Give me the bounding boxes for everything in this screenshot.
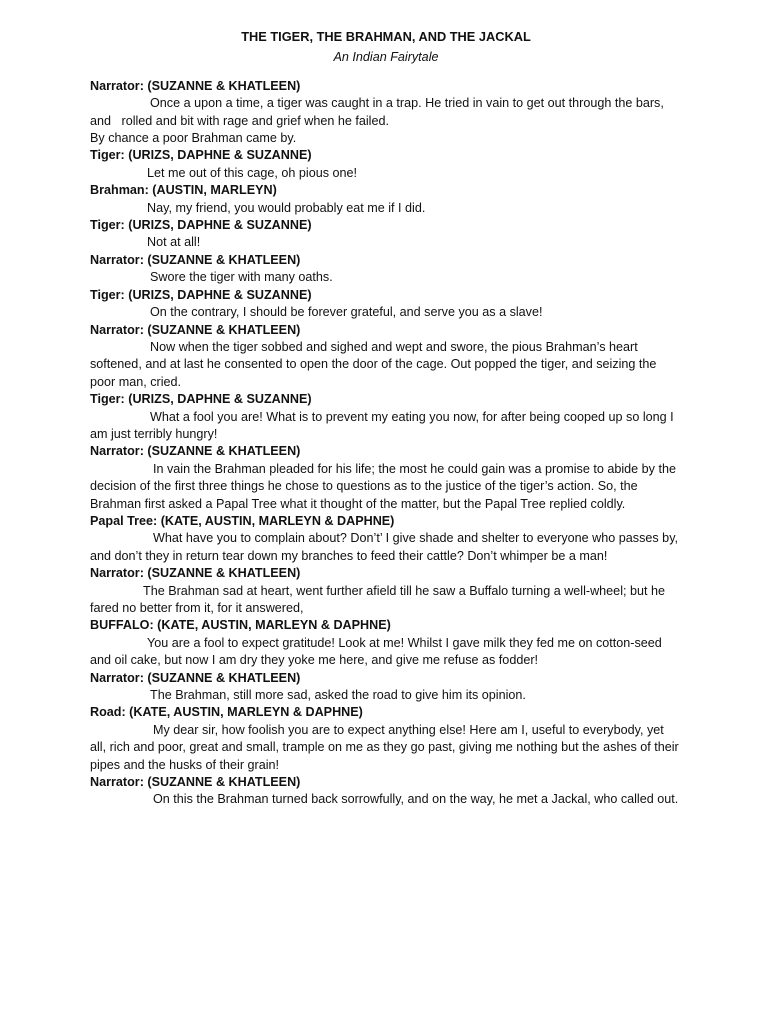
speaker-line: Tiger: (URIZS, DAPHNE & SUZANNE) bbox=[90, 218, 312, 233]
speaker-line: Road: (KATE, AUSTIN, MARLEYN & DAPHNE) bbox=[90, 705, 363, 720]
speaker-line: Narrator: (SUZANNE & KHATLEEN) bbox=[90, 252, 301, 267]
dialogue-line: My dear sir, how foolish you are to expect anything else! Here am I, useful to everybody, yet all, rich and poor, great and small, trample on me as they go past, giving me nothing but the ashes of their pipes and the husks of their grain! bbox=[90, 722, 683, 772]
speaker-line: Narrator: (SUZANNE & KHATLEEN) bbox=[90, 78, 301, 93]
dialogue-line: On the contrary, I should be forever grateful, and serve you as a slave! bbox=[150, 305, 543, 320]
speaker-line: Narrator: (SUZANNE & KHATLEEN) bbox=[90, 322, 301, 337]
speaker-line: BUFFALO: (KATE, AUSTIN, MARLEYN & DAPHNE) bbox=[90, 618, 391, 633]
dialogue-line: Now when the tiger sobbed and sighed and wept and swore, the pious Brahman’s heart softened, and at last he consented to open the door of the cage. Out popped the tiger, and seizing the poor man, cried. bbox=[90, 339, 660, 389]
dialogue-line: What have you to complain about? Don’t’ I give shade and shelter to everyone who passes by, and don’t they in return tear down my branches to feed their cattle? Don’t whimper be a man! bbox=[90, 531, 682, 563]
dialogue-line: By chance a poor Brahman came by. bbox=[90, 131, 297, 146]
speaker-line: Narrator: (SUZANNE & KHATLEEN) bbox=[90, 670, 301, 685]
dialogue-line: The Brahman sad at heart, went further afield till he saw a Buffalo turning a well-wheel; but he fared no better from it, for it answered, bbox=[90, 583, 669, 615]
speaker-line: Tiger: (URIZS, DAPHNE & SUZANNE) bbox=[90, 148, 312, 163]
dialogue-line: In vain the Brahman pleaded for his life; the most he could gain was a promise to abide by the decision of the first three things he chose to questions as to the justice of the tiger’s action. So, the Brahman first asked a Papal Tree what it thought of the matter, but the Papal Tree replied coldly. bbox=[90, 461, 680, 511]
dialogue-line: What a fool you are! What is to prevent my eating you now, for after being cooped up so long I am just terribly hungry! bbox=[90, 409, 678, 441]
dialogue-line: Nay, my friend, you would probably eat me if I did. bbox=[147, 200, 426, 215]
dialogue-line: The Brahman, still more sad, asked the road to give him its opinion. bbox=[150, 688, 526, 703]
document-page bbox=[90, 28, 682, 809]
dialogue-line: Swore the tiger with many oaths. bbox=[150, 270, 333, 285]
dialogue-line: Not at all! bbox=[147, 235, 201, 250]
document-title: THE TIGER, THE BRAHMAN, AND THE JACKAL bbox=[241, 29, 531, 44]
dialogue-line: Let me out of this cage, oh pious one! bbox=[147, 165, 358, 180]
speaker-line: Narrator: (SUZANNE & KHATLEEN) bbox=[90, 775, 301, 790]
dialogue-line: Once a upon a time, a tiger was caught in a trap. He tried in vain to get out through the bars, and rolled and bit with rage and grief when he failed. bbox=[90, 96, 668, 128]
speaker-line: Tiger: (URIZS, DAPHNE & SUZANNE) bbox=[90, 287, 312, 302]
speaker-line: Papal Tree: (KATE, AUSTIN, MARLEYN & DAPHNE) bbox=[90, 513, 395, 528]
speaker-line: Brahman: (AUSTIN, MARLEYN) bbox=[90, 183, 277, 198]
dialogue-line: You are a fool to expect gratitude! Look at me! Whilst I gave milk they fed me on cotton-seed and oil cake, but now I am dry they yoke me here, and give me refuse as fodder! bbox=[90, 635, 666, 668]
dialogue-line: On this the Brahman turned back sorrowfully, and on the way, he met a Jackal, who called out. bbox=[153, 792, 679, 807]
speaker-line: Narrator: (SUZANNE & KHATLEEN) bbox=[90, 444, 301, 459]
document-subtitle: An Indian Fairytale bbox=[333, 50, 439, 65]
speaker-line: Tiger: (URIZS, DAPHNE & SUZANNE) bbox=[90, 392, 312, 407]
speaker-line: Narrator: (SUZANNE & KHATLEEN) bbox=[90, 566, 301, 581]
